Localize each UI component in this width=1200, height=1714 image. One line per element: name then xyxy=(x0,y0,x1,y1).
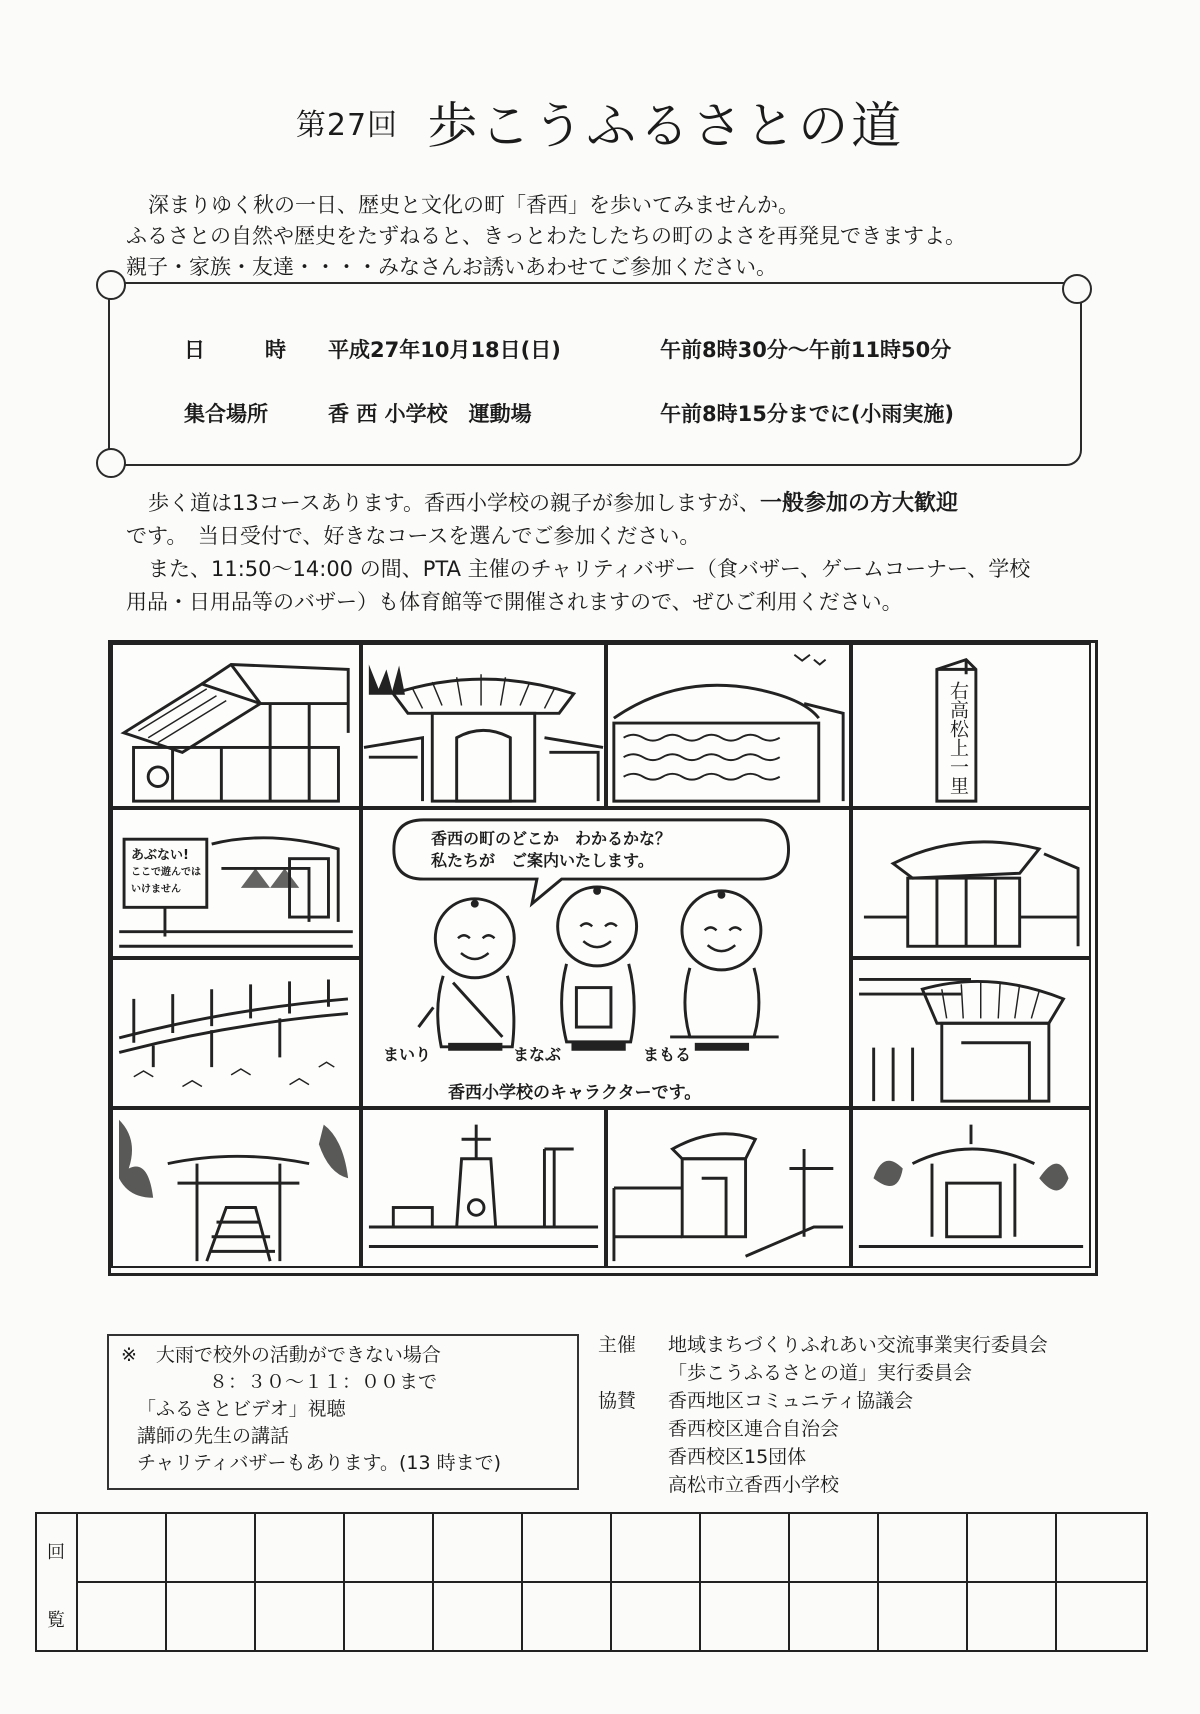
time-value: 午前8時30分〜午前11時50分 xyxy=(660,338,952,362)
gather-value: 午前8時15分までに(小雨実施) xyxy=(660,402,955,426)
scroll-roll-bottom xyxy=(96,448,126,478)
details-line-1a: 歩く道は13コースあります。香西小学校の親子が参加しますが、 xyxy=(148,491,760,515)
support-label: 協賛 xyxy=(598,1390,637,1412)
support-3: 香西校区15団体 xyxy=(668,1446,807,1468)
notice-line-3: 「ふるさとビデオ」視聴 xyxy=(137,1398,346,1420)
cell-gate-tower xyxy=(606,1108,851,1268)
scroll-roll-left xyxy=(96,270,126,300)
host-2: 「歩こうふるさとの道」実行委員会 xyxy=(668,1362,973,1384)
stone-pillar-text: 右高松上一里 xyxy=(947,681,969,795)
old-house-drawing xyxy=(113,645,359,806)
cell-lighthouse xyxy=(361,1108,606,1268)
warning-sign-line-2: ここで遊んではいけません xyxy=(131,867,201,895)
title-edition: 第27回 xyxy=(295,108,399,143)
cell-shrine-gate xyxy=(851,1108,1091,1268)
temple-roof-drawing xyxy=(853,960,1089,1106)
character-name-mamoru: まもる xyxy=(643,1045,692,1064)
date-value: 平成27年10月18日(日) xyxy=(328,338,561,362)
circulation-grid-lines xyxy=(37,1514,1146,1650)
place-value: 香 西 小学校 運動場 xyxy=(328,402,532,426)
cell-old-house xyxy=(111,643,361,808)
rain-notice-box xyxy=(107,1334,579,1490)
bridge-drawing xyxy=(113,960,359,1106)
details-line-1 xyxy=(148,488,958,519)
warning-sign-line-1: あぶない! xyxy=(131,848,189,863)
cell-warning-sign xyxy=(111,808,361,958)
circulation-table xyxy=(35,1512,1148,1652)
support-2: 香西校区連合自治会 xyxy=(668,1418,840,1440)
notice-line-5: チャリティバザーもあります。(13 時まで) xyxy=(137,1452,502,1474)
warning-sign-text xyxy=(131,848,201,898)
cell-bridge xyxy=(111,958,361,1108)
lighthouse-drawing xyxy=(363,1110,604,1266)
notice-line-1: ※ 大雨で校外の活動ができない場合 xyxy=(121,1344,441,1366)
bubble-line-2: 私たちが ご案内いたします。 xyxy=(431,851,654,870)
cell-temple-gate xyxy=(361,643,606,808)
intro-line-2: ふるさとの自然や歴史をたずねると、きっとわたしたちの町のよさを再発見できますよ。 xyxy=(126,224,966,248)
cell-temple-roof xyxy=(851,958,1091,1108)
details-line-4: 用品・日用品等のバザー）も体育館等で開催されますので、ぜひご利用ください。 xyxy=(126,590,903,614)
shrine-gate-drawing xyxy=(853,1110,1089,1266)
cell-torii xyxy=(111,1108,361,1268)
host-label: 主催 xyxy=(598,1334,637,1356)
host-1: 地域まちづくりふれあい交流事業実行委員会 xyxy=(668,1334,1048,1356)
notice-line-2: ８：３０〜１１：００まで xyxy=(209,1371,438,1393)
support-4: 高松市立香西小学校 xyxy=(668,1474,840,1496)
details-line-3: また、11:50〜14:00 の間、PTA 主催のチャリティバザー（食バザー、ゲームコーナー、学校 xyxy=(148,557,1031,581)
schedule-scroll xyxy=(108,282,1082,466)
shrine-hall-drawing xyxy=(853,810,1089,956)
temple-gate-drawing xyxy=(363,645,604,806)
intro-line-3: 親子・家族・友達・・・・みなさんお誘いあわせてご参加ください。 xyxy=(126,255,777,279)
title-main: 歩こうふるさとの道 xyxy=(427,97,905,155)
gate-tower-drawing xyxy=(608,1110,849,1266)
circulation-label-2: 覧 xyxy=(47,1610,65,1631)
castle-wall-drawing xyxy=(608,645,849,806)
stone-pillar-drawing xyxy=(853,645,1089,806)
torii-drawing xyxy=(113,1110,359,1266)
circulation-label-1: 回 xyxy=(47,1542,65,1563)
cell-characters xyxy=(361,808,851,1108)
details-line-2: です。 当日受付で、好きなコースを選んでご参加ください。 xyxy=(126,524,701,548)
cell-castle-wall xyxy=(606,643,851,808)
support-1: 香西地区コミュニティ協議会 xyxy=(668,1390,914,1412)
bubble-line-1: 香西の町のどこか わかるかな？ xyxy=(431,829,672,848)
scroll-roll-right xyxy=(1062,274,1092,304)
details-line-1b: 一般参加の方大歓迎 xyxy=(760,491,959,516)
landmark-grid xyxy=(108,640,1098,1276)
notice-line-4: 講師の先生の講話 xyxy=(137,1425,290,1447)
character-name-mairi: まいり xyxy=(383,1045,432,1064)
intro-line-1: 深まりゆく秋の一日、歴史と文化の町「香西」を歩いてみませんか。 xyxy=(148,193,799,217)
cell-stone-pillar xyxy=(851,643,1091,808)
cell-shrine-hall xyxy=(851,808,1091,958)
characters-caption: 香西小学校のキャラクターです。 xyxy=(448,1083,702,1103)
date-label: 日 時 xyxy=(184,338,292,362)
page-title xyxy=(0,86,1200,158)
place-label: 集合場所 xyxy=(184,402,268,426)
character-name-manabu: まなぶ xyxy=(513,1045,562,1064)
